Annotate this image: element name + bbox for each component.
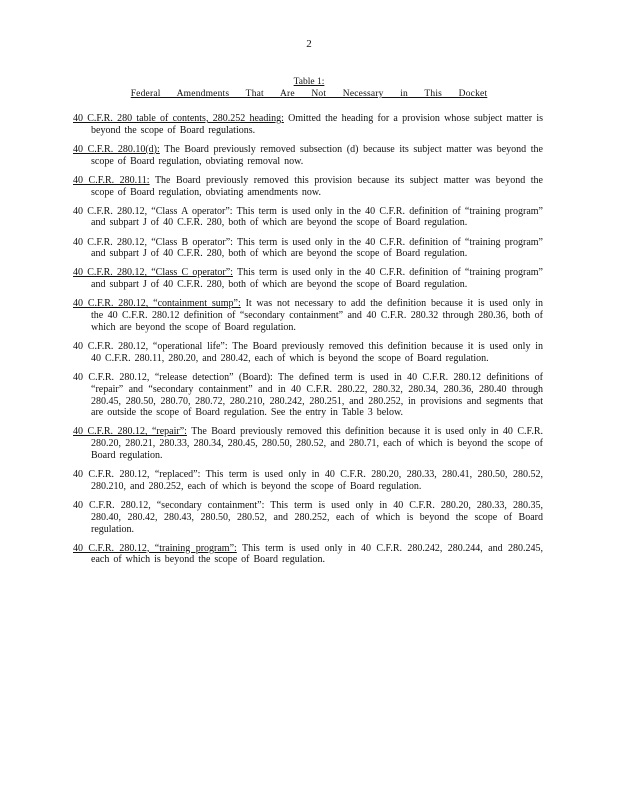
entry-text: The Board previously removed subsection (d) because its subject matter was beyond the scope of Board regulation, obviating removal now. <box>91 143 543 167</box>
entry-heading: 40 C.F.R. 280.11: <box>73 174 150 186</box>
entry-heading: 40 C.F.R. 280.10(d): <box>73 143 160 155</box>
entry-text: This term is used only in 40 C.F.R. 280.20, 280.33, 280.41, 280.50, 280.52, 280.210, and 280.252, each of which is beyond the scope of Board regulation. <box>91 469 543 492</box>
entry-text: Omitted the heading for a provision whose subject matter is beyond the scope of Board regulations. <box>91 113 543 136</box>
entry-280-10-d <box>73 144 543 168</box>
entry-heading: 40 C.F.R. 280.12, “Class B operator”: <box>73 236 233 248</box>
entry-secondary-containment <box>73 500 543 535</box>
entry-heading: 40 C.F.R. 280.12, “Class C operator”: <box>73 267 233 279</box>
entry-table-of-contents <box>73 113 543 137</box>
entry-text: This term is used only in the 40 C.F.R. definition of “training program” and subpart J of 40 C.F.R. 280, both of which are beyond the scope of Board regulation. <box>91 205 543 229</box>
entry-operational-life <box>73 341 543 365</box>
entry-text: This term is used only in the 40 C.F.R. definition of “training program” and subpart J of 40 C.F.R. 280, both of which are beyond the scope of Board regulation. <box>91 267 543 291</box>
entry-text: The Board previously removed this provision because its subject matter was beyond the scope of Board regulation, obviating amendments now. <box>91 174 543 198</box>
entry-training-program <box>73 543 543 567</box>
entry-release-detection <box>73 372 543 419</box>
entry-heading: 40 C.F.R. 280.12, “release detection” (Board): <box>73 371 273 383</box>
table-title-line1: Table 1: <box>293 77 325 87</box>
table-title-line2: Federal Amendments That Are Not Necessary in This Docket <box>130 89 488 99</box>
entry-containment-sump <box>73 298 543 333</box>
amendment-list <box>73 113 543 574</box>
entry-text: This term is used only in 40 C.F.R. 280.242, 280.244, and 280.245, each of which is beyond the scope of Board regulation. <box>91 542 543 566</box>
entry-class-a-operator <box>73 206 543 230</box>
entry-text: It was not necessary to add the definition because it is used only in the 40 C.F.R. 280.12 definition of “secondary containment” and 40 C.F.R. 280.32 through 280.36, both of which are beyond the scope of Board regulation. <box>91 298 543 333</box>
entry-text: The Board previously removed this definition because it is used only in 40 C.F.R. 280.11, 280.20, and 280.42, each of which is beyond the scope of Board regulation. <box>91 341 543 364</box>
entry-text: This term is used only in the 40 C.F.R. definition of “training program” and subpart J of 40 C.F.R. 280, both of which are beyond the scope of Board regulation. <box>91 236 543 260</box>
entry-class-c-operator <box>73 267 543 291</box>
entry-heading: 40 C.F.R. 280 table of contents, 280.252 heading: <box>73 113 284 124</box>
entry-280-11 <box>73 175 543 199</box>
entry-replaced <box>73 469 543 493</box>
entry-heading: 40 C.F.R. 280.12, “secondary containment”: <box>73 499 265 511</box>
entry-text: The Board previously removed this definition because it is used only in 40 C.F.R. 280.20, 280.21, 280.33, 280.34, 280.45, 280.50, 280.52, and 280.71, each of which is beyond the scope of Board regulation. <box>91 426 543 461</box>
page-number: 2 <box>306 38 312 50</box>
entry-repair <box>73 426 543 461</box>
entry-text: The defined term is used in 40 C.F.R. 280.12 definitions of “repair” and “secondary containment” and in 40 C.F.R. 280.22, 280.32, 280.34, 280.36, 280.40 through 280.45, 280.50, 280.70, 280.72, 280.210, 280.242, 280.251, and 280.252, in provisions and segments that are outside the scope of Board regulation. See the entry in Table 3 below. <box>91 371 543 419</box>
entry-heading: 40 C.F.R. 280.12, “operational life”: <box>73 341 228 353</box>
entry-class-b-operator <box>73 237 543 261</box>
entry-heading: 40 C.F.R. 280.12, “repair”: <box>73 426 187 438</box>
entry-text: This term is used only in 40 C.F.R. 280.20, 280.33, 280.35, 280.40, 280.42, 280.43, 280.50, 280.52, and 280.252, each of which is beyond the scope of Board regulation. <box>91 499 543 535</box>
entry-heading: 40 C.F.R. 280.12, “training program”: <box>73 542 237 554</box>
entry-heading: 40 C.F.R. 280.12, “replaced”: <box>73 469 201 481</box>
table-title <box>0 76 618 100</box>
entry-heading: 40 C.F.R. 280.12, “Class A operator”: <box>73 205 233 217</box>
entry-heading: 40 C.F.R. 280.12, “containment sump”: <box>73 298 241 310</box>
